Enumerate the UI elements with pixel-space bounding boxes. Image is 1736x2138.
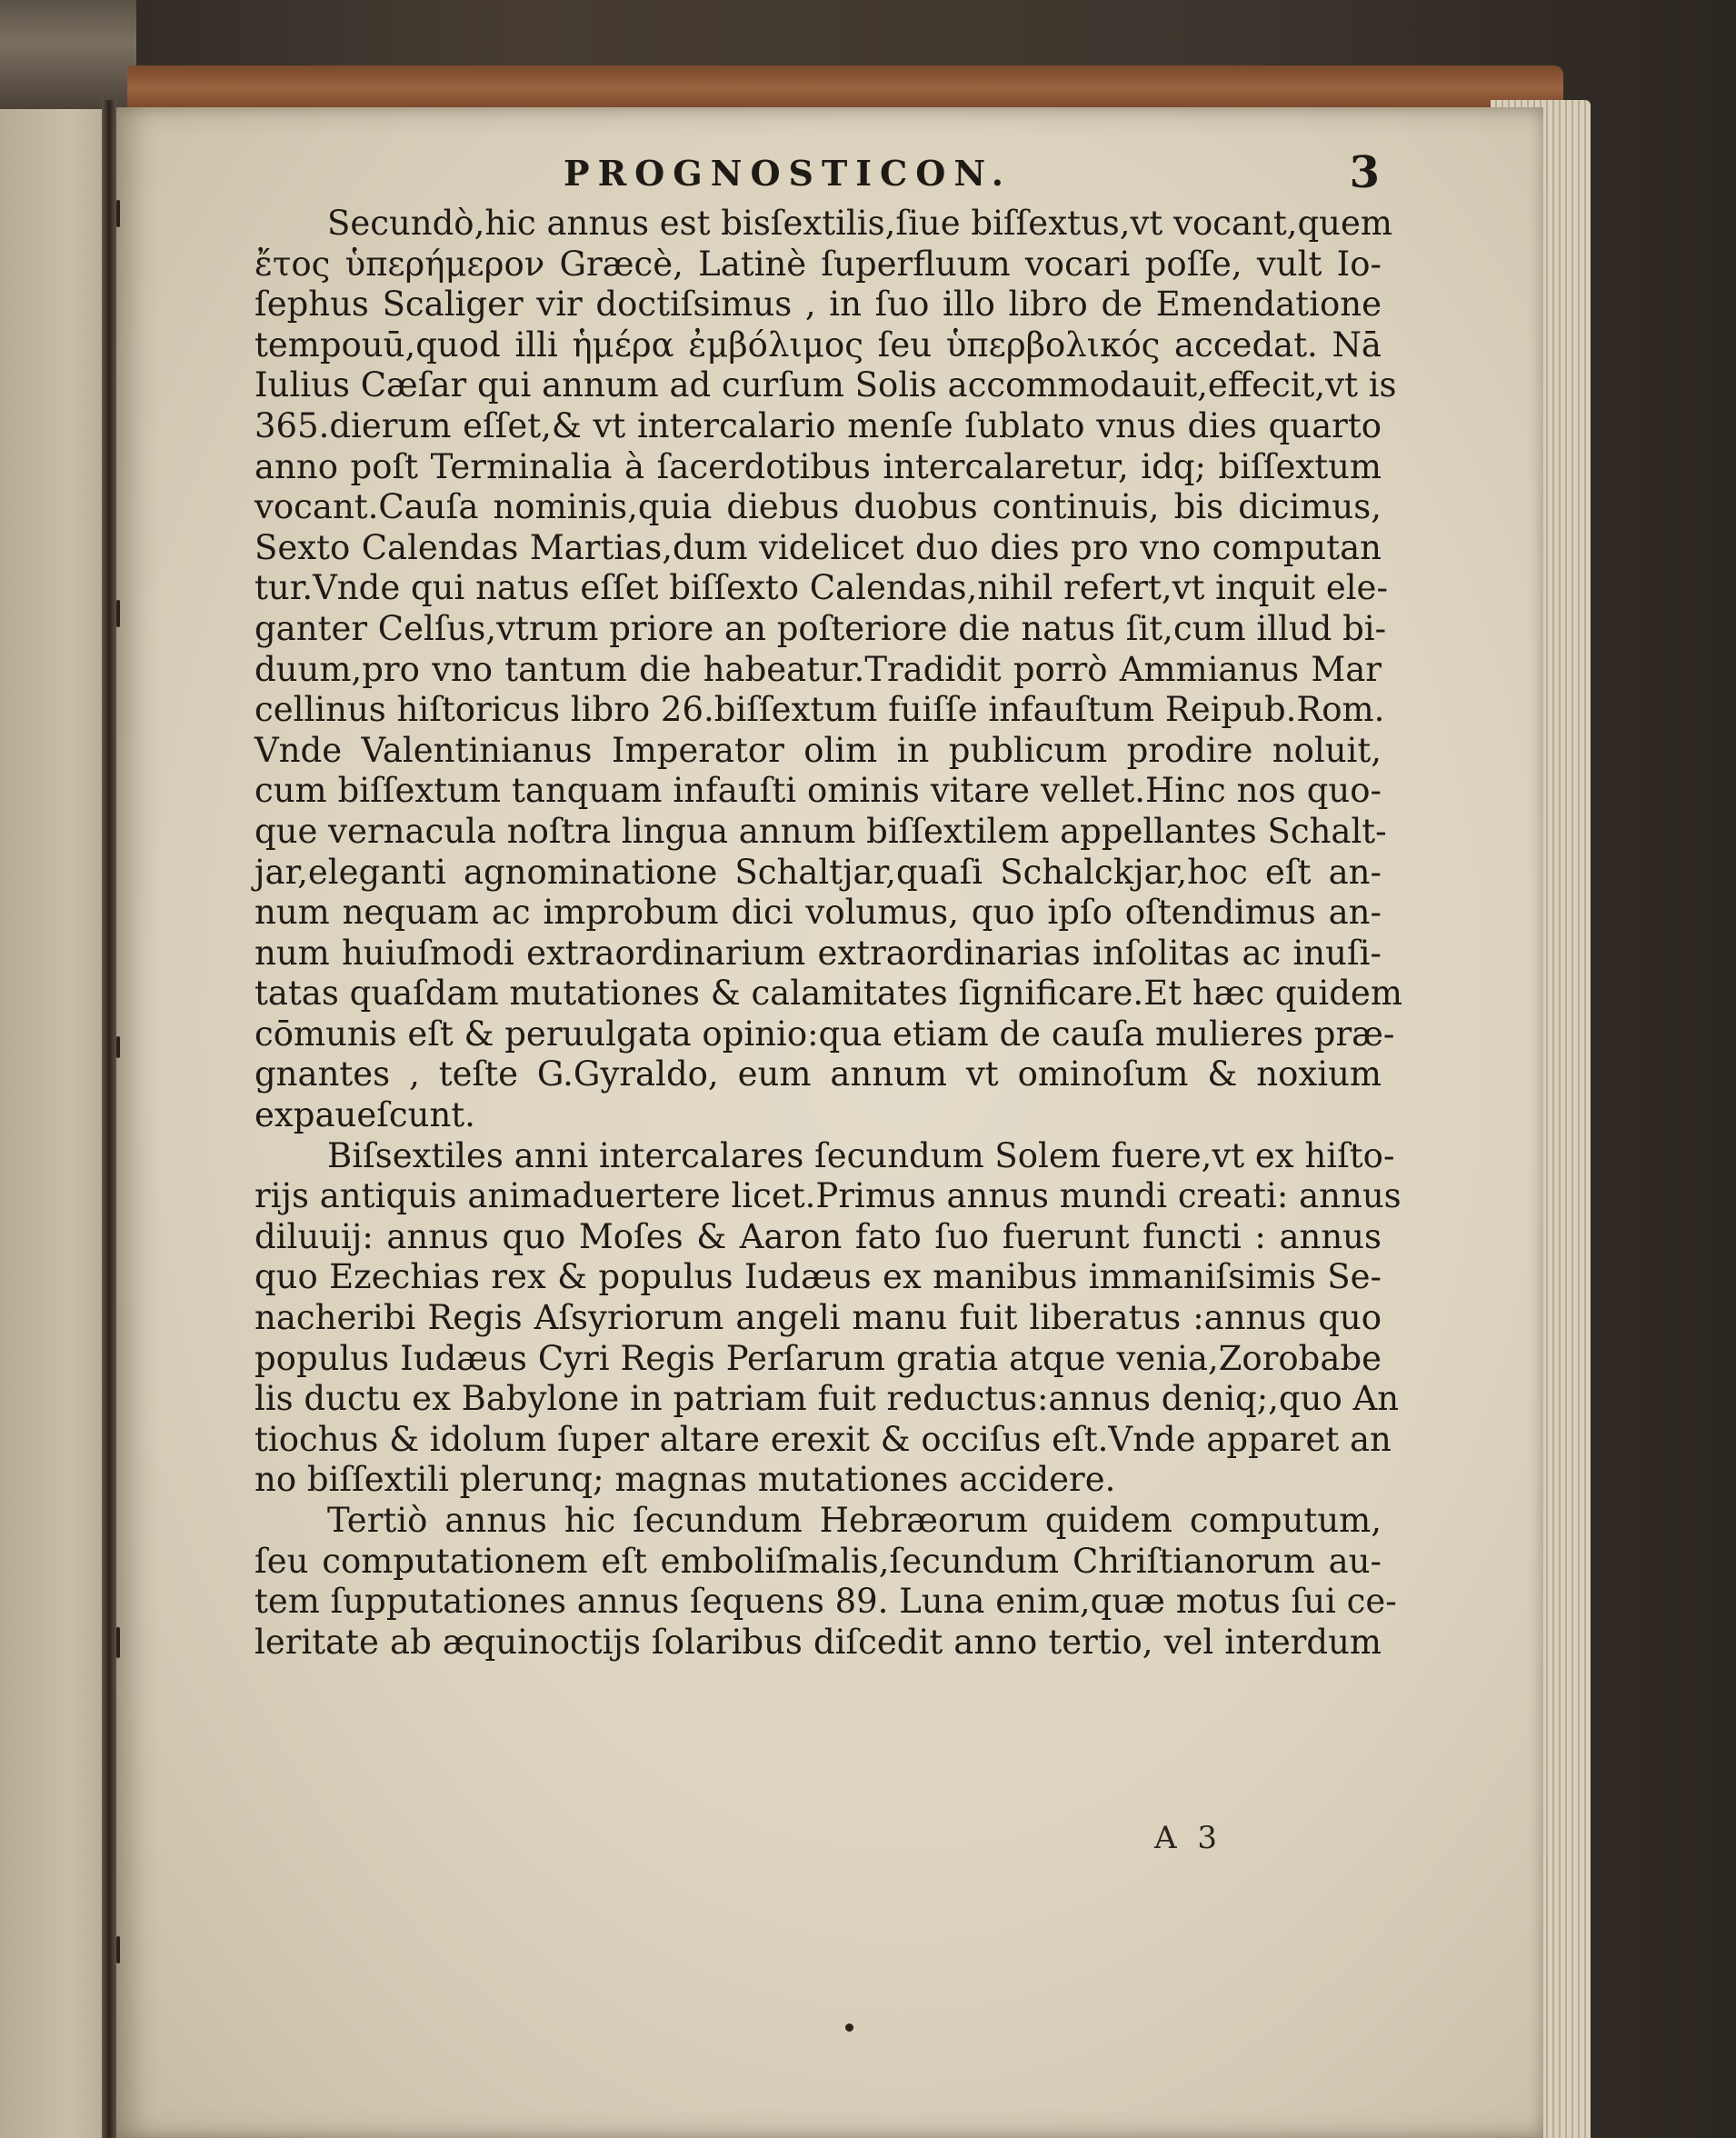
text-line: 365.dierum eſſet,& vt intercalario menſe ſublato vnus dies quarto xyxy=(254,405,1382,445)
text-line: tiochus & idolum ſuper altare erexit & occiſus eſt.Vnde apparet an xyxy=(254,1419,1392,1459)
text-line: anno poſt Terminalia à ſacerdotibus intercalaretur, idq; biſſextum xyxy=(254,446,1382,486)
text-line: vocant.Cauſa nominis,quia diebus duobus continuis, bis dicimus, xyxy=(254,487,1382,527)
running-title: PROGNOSTICON. xyxy=(564,153,1012,194)
text-line: tempouū,quod illi ἡμέρα ἐμβόλιμος ſeu ὑπερβολικός accedat. Nā xyxy=(254,325,1382,365)
paragraph-2 xyxy=(254,1135,1402,1501)
text-line: populus Iudæus Cyri Regis Perſarum gratia atque venia,Zorobabe xyxy=(254,1338,1382,1378)
text-line: ſeu computationem eſt emboliſmalis,ſecundum Chriſtianorum au- xyxy=(254,1541,1382,1581)
book-gutter xyxy=(102,100,116,2138)
page-number: 3 xyxy=(1349,147,1380,198)
paragraph-3 xyxy=(254,1501,1397,1663)
text-line: tur.Vnde qui natus eſſet biſſexto Calendas,nihil refert,vt inquit ele- xyxy=(254,568,1388,608)
text-line: cum biſſextum tanquam infauſti ominis vitare vellet.Hinc nos quo- xyxy=(254,771,1382,811)
binding-thread-mark xyxy=(116,600,120,627)
text-line: no biſſextili plerunq; magnas mutationes accidere. xyxy=(254,1460,1116,1500)
text-line: rijs antiquis animaduertere licet.Primus annus mundi creati: annus xyxy=(254,1176,1402,1216)
text-line: leritate ab æquinoctijs ſolaribus diſcedit anno tertio, vel interdum xyxy=(254,1622,1382,1662)
text-line: cōmunis eſt & peruulgata opinio:qua etiam de cauſa mulieres præ- xyxy=(254,1014,1395,1054)
text-line: ſephus Scaliger vir doctiſsimus , in ſuo illo libro de Emendatione xyxy=(254,285,1382,325)
text-line: Tertiò annus hic ſecundum Hebræorum quidem computum, xyxy=(327,1501,1382,1540)
text-line: gnantes , teſte G.Gyraldo, eum annum vt ominoſum & noxium xyxy=(254,1054,1382,1094)
binding-thread-mark xyxy=(116,1627,120,1658)
binding-thread-mark xyxy=(116,1936,120,1963)
text-line: diluuij: annus quo Moſes & Aaron fato ſuo fuerunt functi : annus xyxy=(254,1216,1382,1256)
text-line: tem ſupputationes annus ſequens 89. Luna enim,quæ motus ſui ce- xyxy=(254,1582,1397,1622)
print-speck xyxy=(845,2023,853,2032)
text-line: Vnde Valentinianus Imperator olim in publicum prodire noluit, xyxy=(254,730,1382,770)
binding-thread-mark xyxy=(116,200,120,227)
text-line: Iulius Cæſar qui annum ad curſum Solis accommodauit,effecit,vt is xyxy=(254,365,1397,405)
text-line: nacheribi Regis Aſsyriorum angeli manu fuit liberatus :annus quo xyxy=(254,1298,1382,1338)
text-line: Secundò,hic annus est bisſextilis,ſiue biſſextus,vt vocant,quem xyxy=(327,204,1392,243)
signature-mark: A 3 xyxy=(1154,1820,1222,1856)
book-spine xyxy=(0,0,136,109)
text-line: jar,eleganti agnominatione Schaltjar,quaſi Schalckjar,hoc eſt an- xyxy=(254,852,1382,892)
text-line: ἔτος ὑπερήμερον Græcè, Latinè ſuperfluum vocari poſſe, vult Io- xyxy=(254,244,1382,284)
text-line: Sexto Calendas Martias,dum videlicet duo dies pro vno computan xyxy=(254,527,1382,567)
text-line: num huiuſmodi extraordinarium extraordinarias inſolitas ac inuſi- xyxy=(254,933,1382,973)
text-line: tatas quaſdam mutationes & calamitates ſignificare.Et hæc quidem xyxy=(254,974,1402,1014)
paragraph-1 xyxy=(254,204,1402,1136)
facing-page-edge xyxy=(0,109,116,2138)
text-line: quo Ezechias rex & populus Iudæus ex manibus immaniſsimis Se- xyxy=(254,1257,1382,1297)
text-line: lis ductu ex Babylone in patriam fuit reductus:annus deniq;,quo An xyxy=(254,1379,1400,1419)
text-line: que vernacula noſtra lingua annum biſſextilem appellantes Schalt- xyxy=(254,811,1387,851)
binding-thread-mark xyxy=(116,1036,120,1058)
running-head xyxy=(254,147,1382,200)
text-block xyxy=(254,147,1402,1663)
text-line: Biſsextiles anni intercalares ſecundum Solem fuere,vt ex hiſto- xyxy=(327,1135,1395,1175)
text-line: ganter Celſus,vtrum priore an poſteriore die natus ſit,cum illud bi- xyxy=(254,608,1387,648)
text-line: expaueſcunt. xyxy=(254,1095,475,1135)
text-line: cellinus hiſtoricus libro 26.biſſextum fuiſſe infauſtum Reipub.Rom. xyxy=(254,690,1385,730)
text-line: duum,pro vno tantum die habeatur.Tradidit porrò Ammianus Mar xyxy=(254,649,1382,689)
text-line: num nequam ac improbum dici volumus, quo ipſo oſtendimus an- xyxy=(254,893,1382,933)
